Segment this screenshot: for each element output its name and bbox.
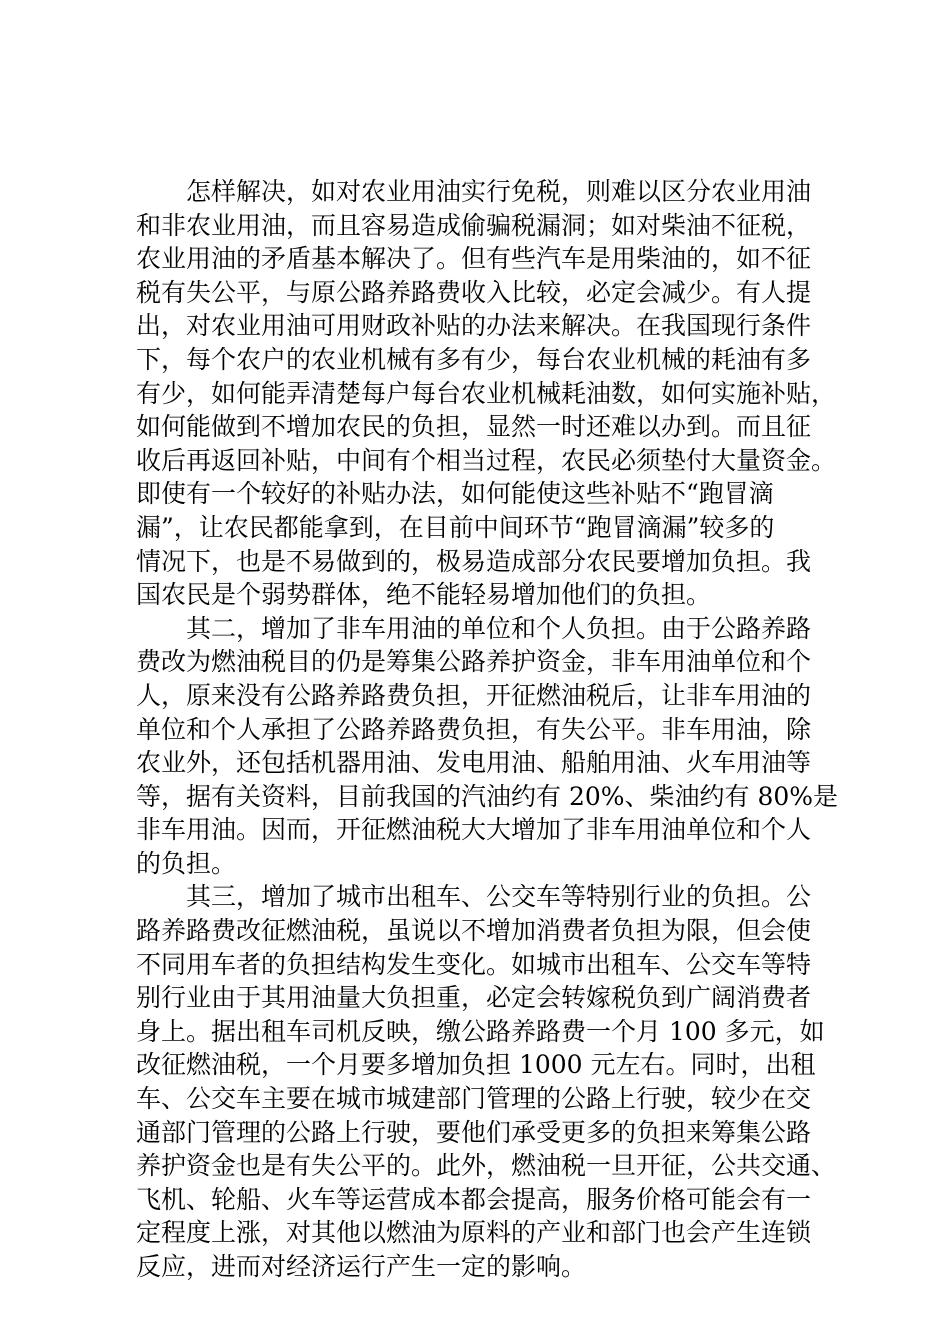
text-line: 反应，进而对经济运行产生一定的影响。 <box>136 1252 587 1281</box>
text-line: 费改为燃油税目的仍是筹集公路养护资金，非车用油单位和个 <box>136 647 812 677</box>
text-line: 身上。据出租车司机反映，缴公路养路费一个月 100 多元，如 <box>136 1016 825 1046</box>
text-line: 人，原来没有公路养路费负担，开征燃油税后，让非车用油的 <box>136 680 812 710</box>
text-line: 有少，如何能弄清楚每户每台农业机械耗油数，如何实施补贴， <box>136 378 837 408</box>
text-line: 农业外，还包括机器用油、发电用油、船舶用油、火车用油等 <box>136 748 812 778</box>
text-line: 定程度上涨，对其他以燃油为原料的产业和部门也会产生连锁 <box>136 1218 812 1248</box>
text-line: 税有失公平，与原公路养路费收入比较，必定会减少。有人提 <box>136 277 812 307</box>
text-line: 即使有一个较好的补贴办法，如何能使这些补贴不“跑冒滴 <box>136 479 774 509</box>
text-line: 情况下，也是不易做到的，极易造成部分农民要增加负担。我 <box>136 546 812 576</box>
text-line: 路养路费改征燃油税，虽说以不增加消费者负担为限，但会使 <box>136 916 812 946</box>
text-line: 收后再返回补贴，中间有个相当过程，农民必须垫付大量资金。 <box>136 445 837 475</box>
text-line: 漏”，让农民都能拿到，在目前中间环节“跑冒滴漏”较多的 <box>136 512 775 542</box>
text-line: 国农民是个弱势群体，绝不能轻易增加他们的负担。 <box>136 580 712 610</box>
text-line: 下，每个农户的农业机械有多有少，每台农业机械的耗油有多 <box>136 344 812 374</box>
text-line: 如何能做到不增加农民的负担，显然一时还难以办到。而且征 <box>136 412 812 442</box>
text-line: 别行业由于其用油量大负担重，必定会转嫁税负到广阔消费者 <box>136 983 812 1013</box>
paragraph-first-line: 怎样解决，如对农业用油实行免税，则难以区分农业用油 <box>186 177 812 206</box>
text-line: 养护资金也是有失公平的。此外，燃油税一旦开征，公共交通、 <box>136 1151 837 1181</box>
text-line: 非车用油。因而，开征燃油税大大增加了非车用油单位和个人 <box>136 815 812 845</box>
text-line: 和非农业用油，而且容易造成偷骗税漏洞；如对柴油不征税， <box>136 210 812 240</box>
text-line: 车、公交车主要在城市城建部门管理的公路上行驶，较少在交 <box>136 1084 812 1114</box>
text-line: 飞机、轮船、火车等运营成本都会提高，服务价格可能会有一 <box>136 1184 812 1214</box>
text-line: 出，对农业用油可用财政补贴的办法来解决。在我国现行条件 <box>136 311 812 341</box>
text-line: 的负担。 <box>136 848 237 878</box>
document-body <box>136 175 839 1284</box>
text-line: 等，据有关资料，目前我国的汽油约有 20%、柴油约有 80%是 <box>136 781 839 811</box>
paragraph-first-line: 其二，增加了非车用油的单位和个人负担。由于公路养路 <box>186 613 812 643</box>
text-line: 改征燃油税，一个月要多增加负担 1000 元左右。同时，出租 <box>136 1050 816 1080</box>
text-line: 不同用车者的负担结构发生变化。如城市出租车、公交车等特 <box>136 949 812 979</box>
text-line: 农业用油的矛盾基本解决了。但有些汽车是用柴油的，如不征 <box>136 244 812 274</box>
text-line: 单位和个人承担了公路养路费负担，有失公平。非车用油，除 <box>136 714 812 744</box>
text-line: 通部门管理的公路上行驶，要他们承受更多的负担来筹集公路 <box>136 1117 812 1147</box>
paragraph-first-line: 其三，增加了城市出租车、公交车等特别行业的负担。公 <box>186 882 812 912</box>
